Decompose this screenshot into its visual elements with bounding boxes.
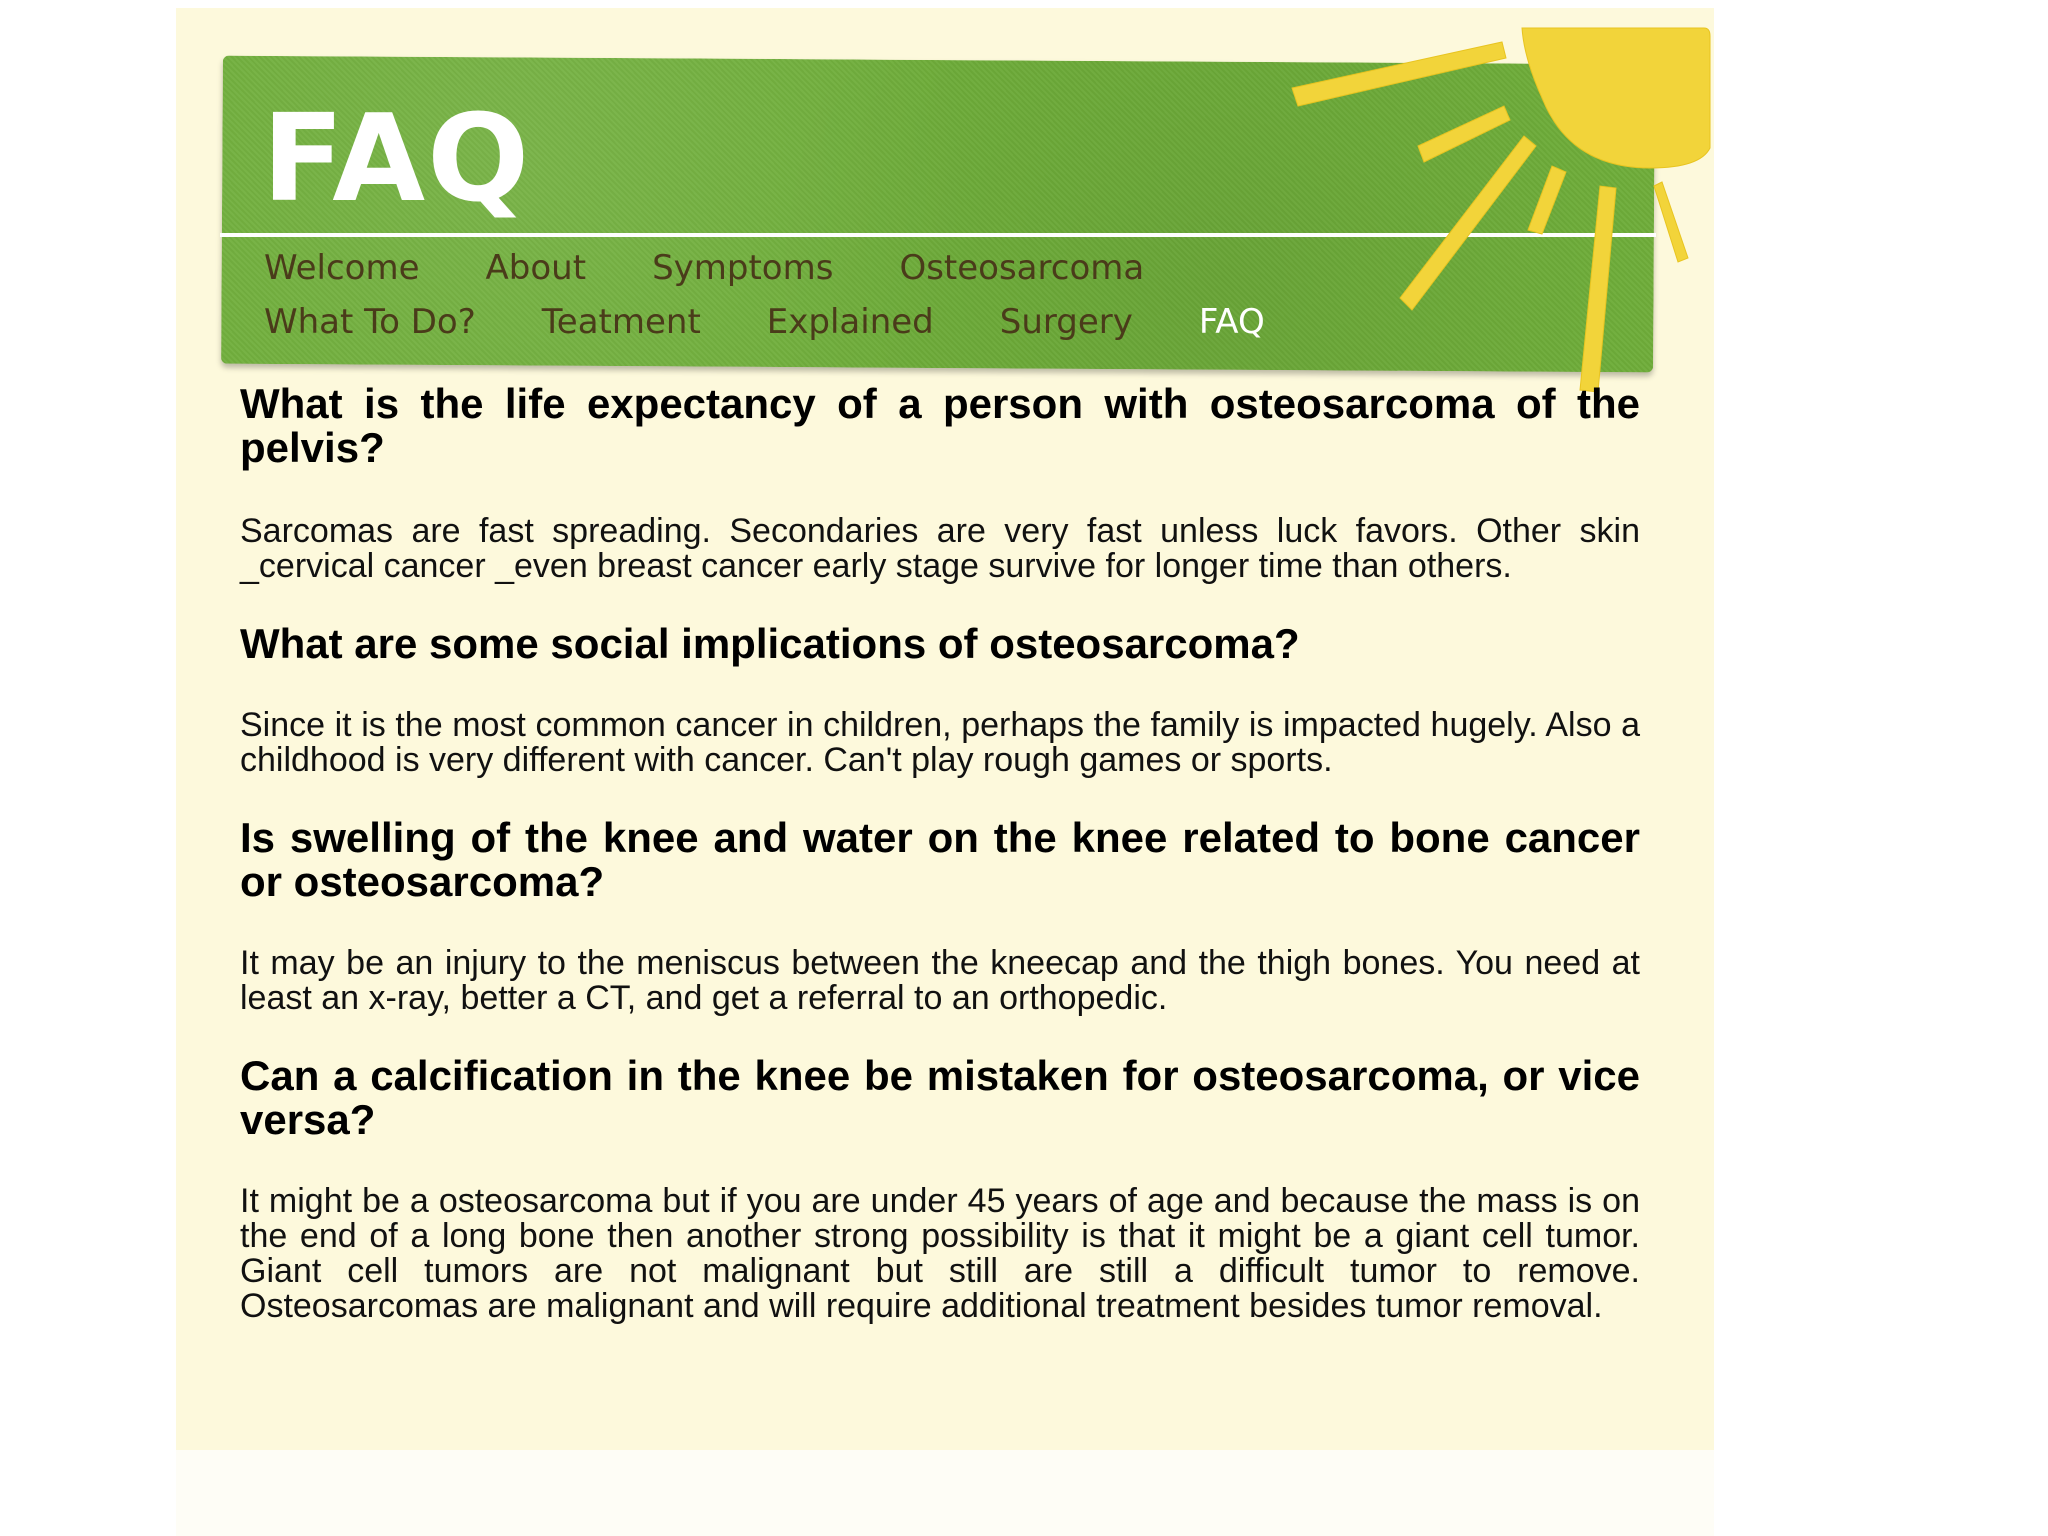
page-title: FAQ bbox=[262, 90, 532, 229]
nav-row-primary bbox=[264, 248, 1210, 288]
nav-item-what-to-do[interactable]: What To Do? bbox=[264, 302, 476, 342]
nav-item-explained[interactable]: Explained bbox=[766, 302, 934, 342]
nav-item-faq[interactable]: FAQ bbox=[1198, 302, 1265, 342]
nav-item-treatment[interactable]: Teatment bbox=[541, 302, 701, 342]
nav-item-about[interactable]: About bbox=[485, 248, 587, 288]
faq-question: What are some social implications of osteosarcoma? bbox=[240, 620, 1300, 667]
nav-item-symptoms[interactable]: Symptoms bbox=[652, 248, 834, 288]
nav-item-welcome[interactable]: Welcome bbox=[264, 248, 420, 288]
nav-row-secondary bbox=[264, 302, 1331, 342]
faq-item bbox=[240, 382, 1640, 584]
faq-item bbox=[240, 622, 1640, 778]
faq-answer: It may be an injury to the meniscus between the kneecap and the thigh bones. You need at least an x-ray, better a CT, and get a referral to an orthopedic. bbox=[240, 944, 1640, 1017]
faq-item bbox=[240, 1054, 1640, 1324]
nav-item-osteosarcoma[interactable]: Osteosarcoma bbox=[899, 248, 1145, 288]
faq-item bbox=[240, 816, 1640, 1016]
faq-question: What is the life expectancy of a person with osteosarcoma of the pelvis? bbox=[240, 380, 1640, 471]
faq-question: Can a calcification in the knee be mistaken for osteosarcoma, or vice versa? bbox=[240, 1052, 1640, 1143]
faq-content bbox=[240, 382, 1640, 1324]
sun-icon bbox=[1280, 18, 1720, 398]
nav-item-surgery[interactable]: Surgery bbox=[999, 302, 1133, 342]
faq-answer: It might be a osteosarcoma but if you are under 45 years of age and because the mass is on the end of a long bone then another strong possibility is that it might be a giant cell tumor. Giant cell tumors are not malignant but still are still a difficult tumor to remove. Osteosarcomas are malignant and will require additional treatment besides tumor removal. bbox=[240, 1182, 1640, 1325]
faq-answer: Since it is the most common cancer in children, perhaps the family is impacted hugely. Also a childhood is very different with cancer. Can't play rough games or sports. bbox=[240, 706, 1640, 779]
faq-question: Is swelling of the knee and water on the knee related to bone cancer or osteosarcoma? bbox=[240, 814, 1640, 905]
faq-answer: Sarcomas are fast spreading. Secondaries are very fast unless luck favors. Other skin _cervical cancer _even breast cancer early stage survive for longer time than others. bbox=[240, 512, 1640, 585]
page-bottom-strip bbox=[176, 1450, 1714, 1536]
